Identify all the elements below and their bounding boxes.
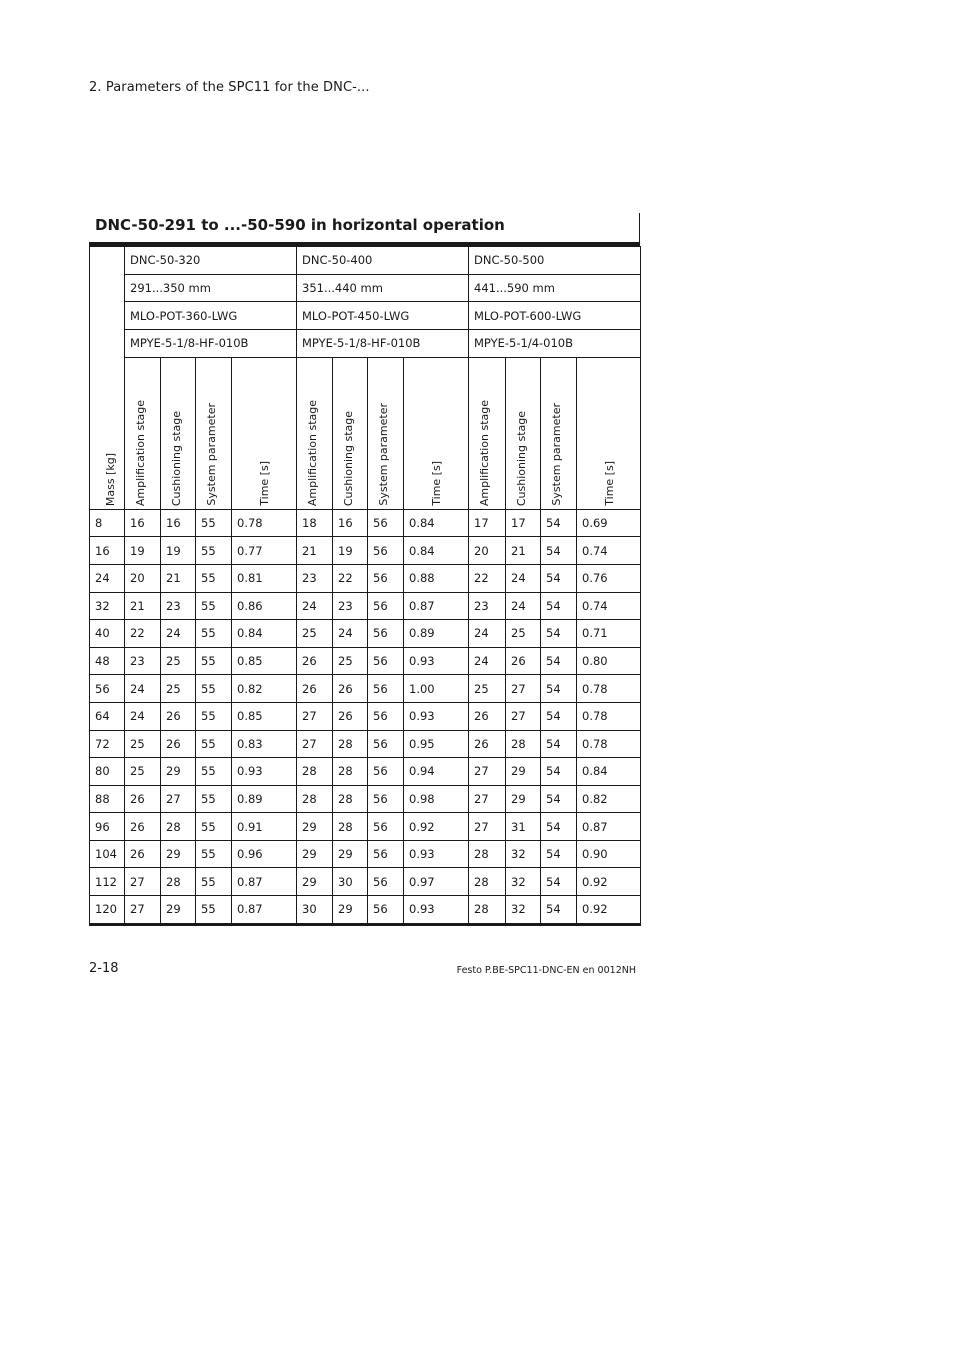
value-cell: 0.84 [232, 620, 297, 648]
value-cell: 21 [506, 537, 541, 565]
value-cell: 0.82 [577, 785, 641, 813]
value-cell: 55 [196, 647, 232, 675]
value-cell: 27 [297, 730, 333, 758]
page-number: 2-18 [89, 961, 119, 976]
table-title: DNC-50-291 to ...-50-590 in horizontal operation [89, 213, 640, 246]
table-row [90, 868, 641, 896]
stroke-range-cell: 351...440 mm [297, 274, 469, 302]
value-cell: 29 [506, 758, 541, 786]
value-cell: 26 [125, 840, 161, 868]
value-cell: 55 [196, 730, 232, 758]
value-cell: 0.82 [232, 675, 297, 703]
value-cell: 25 [469, 675, 506, 703]
table-row [90, 620, 641, 648]
value-cell: 54 [541, 564, 577, 592]
value-cell: 24 [506, 564, 541, 592]
value-cell: 23 [125, 647, 161, 675]
time-header: Time [s] [577, 357, 641, 509]
value-cell: 26 [161, 730, 196, 758]
value-cell: 22 [333, 564, 368, 592]
value-cell: 0.74 [577, 537, 641, 565]
value-cell: 56 [368, 592, 404, 620]
value-cell: 29 [297, 813, 333, 841]
value-cell: 25 [333, 647, 368, 675]
column-header-row [90, 357, 641, 509]
value-cell: 29 [297, 840, 333, 868]
table-row [90, 813, 641, 841]
value-cell: 26 [161, 702, 196, 730]
system-parameter-header: System parameter [368, 357, 404, 509]
document-reference: Festo P.BE-SPC11-DNC-EN en 0012NH [456, 965, 636, 976]
mass-cell: 104 [90, 840, 125, 868]
mass-cell: 56 [90, 675, 125, 703]
value-cell: 0.78 [577, 702, 641, 730]
stroke-range-row [90, 274, 641, 302]
value-cell: 0.87 [232, 868, 297, 896]
value-cell: 25 [161, 647, 196, 675]
value-cell: 54 [541, 813, 577, 841]
mass-cell: 112 [90, 868, 125, 896]
mass-cell: 80 [90, 758, 125, 786]
value-cell: 25 [297, 620, 333, 648]
value-cell: 0.88 [404, 564, 469, 592]
stroke-range-cell: 291...350 mm [125, 274, 297, 302]
value-cell: 54 [541, 730, 577, 758]
value-cell: 29 [333, 840, 368, 868]
stroke-range-cell: 441...590 mm [469, 274, 641, 302]
value-cell: 55 [196, 840, 232, 868]
value-cell: 0.85 [232, 702, 297, 730]
value-cell: 23 [469, 592, 506, 620]
mass-cell: 40 [90, 620, 125, 648]
value-cell: 28 [161, 868, 196, 896]
value-cell: 0.93 [404, 840, 469, 868]
value-cell: 25 [125, 758, 161, 786]
table-row [90, 840, 641, 868]
value-cell: 32 [506, 868, 541, 896]
value-cell: 27 [469, 758, 506, 786]
value-cell: 0.93 [404, 647, 469, 675]
value-cell: 54 [541, 647, 577, 675]
value-cell: 26 [125, 813, 161, 841]
potentiometer-row [90, 302, 641, 330]
value-cell: 54 [541, 785, 577, 813]
value-cell: 0.84 [404, 509, 469, 537]
cushioning-header: Cushioning stage [333, 357, 368, 509]
table-row [90, 592, 641, 620]
value-cell: 1.00 [404, 675, 469, 703]
value-cell: 26 [297, 675, 333, 703]
value-cell: 0.83 [232, 730, 297, 758]
value-cell: 55 [196, 813, 232, 841]
valve-cell: MPYE-5-1/4-010B [469, 330, 641, 358]
value-cell: 18 [297, 509, 333, 537]
value-cell: 26 [506, 647, 541, 675]
value-cell: 27 [297, 702, 333, 730]
value-cell: 0.93 [404, 896, 469, 925]
table-row [90, 509, 641, 537]
value-cell: 56 [368, 868, 404, 896]
value-cell: 55 [196, 758, 232, 786]
value-cell: 55 [196, 592, 232, 620]
value-cell: 0.87 [232, 896, 297, 925]
value-cell: 24 [506, 592, 541, 620]
value-cell: 20 [469, 537, 506, 565]
value-cell: 28 [506, 730, 541, 758]
value-cell: 0.86 [232, 592, 297, 620]
value-cell: 24 [125, 675, 161, 703]
value-cell: 16 [161, 509, 196, 537]
value-cell: 0.84 [404, 537, 469, 565]
table-row [90, 564, 641, 592]
mass-cell: 24 [90, 564, 125, 592]
value-cell: 21 [161, 564, 196, 592]
value-cell: 27 [506, 675, 541, 703]
value-cell: 0.93 [404, 702, 469, 730]
table-row [90, 647, 641, 675]
value-cell: 0.71 [577, 620, 641, 648]
value-cell: 26 [333, 702, 368, 730]
value-cell: 20 [125, 564, 161, 592]
mass-cell: 96 [90, 813, 125, 841]
value-cell: 55 [196, 509, 232, 537]
value-cell: 26 [333, 675, 368, 703]
value-cell: 25 [125, 730, 161, 758]
value-cell: 0.92 [404, 813, 469, 841]
value-cell: 54 [541, 868, 577, 896]
value-cell: 29 [297, 868, 333, 896]
value-cell: 28 [469, 868, 506, 896]
value-cell: 27 [125, 868, 161, 896]
mass-cell: 88 [90, 785, 125, 813]
table-body [90, 247, 641, 925]
value-cell: 56 [368, 813, 404, 841]
value-cell: 0.76 [577, 564, 641, 592]
value-cell: 26 [469, 702, 506, 730]
value-cell: 54 [541, 592, 577, 620]
value-cell: 29 [161, 896, 196, 925]
value-cell: 28 [333, 813, 368, 841]
cylinder-row [90, 247, 641, 275]
value-cell: 29 [333, 896, 368, 925]
value-cell: 28 [469, 896, 506, 925]
value-cell: 26 [125, 785, 161, 813]
value-cell: 56 [368, 564, 404, 592]
mass-cell: 32 [90, 592, 125, 620]
value-cell: 23 [297, 564, 333, 592]
potentiometer-cell: MLO-POT-450-LWG [297, 302, 469, 330]
value-cell: 29 [161, 758, 196, 786]
value-cell: 16 [125, 509, 161, 537]
value-cell: 0.92 [577, 896, 641, 925]
value-cell: 0.98 [404, 785, 469, 813]
mass-cell: 120 [90, 896, 125, 925]
value-cell: 0.89 [404, 620, 469, 648]
amplification-header: Amplification stage [469, 357, 506, 509]
value-cell: 24 [469, 647, 506, 675]
value-cell: 55 [196, 868, 232, 896]
value-cell: 28 [469, 840, 506, 868]
value-cell: 54 [541, 675, 577, 703]
valve-cell: MPYE-5-1/8-HF-010B [125, 330, 297, 358]
value-cell: 17 [506, 509, 541, 537]
amplification-header: Amplification stage [297, 357, 333, 509]
value-cell: 0.91 [232, 813, 297, 841]
value-cell: 55 [196, 702, 232, 730]
value-cell: 30 [333, 868, 368, 896]
value-cell: 21 [125, 592, 161, 620]
value-cell: 56 [368, 840, 404, 868]
value-cell: 0.87 [404, 592, 469, 620]
value-cell: 56 [368, 675, 404, 703]
value-cell: 31 [506, 813, 541, 841]
table-row [90, 896, 641, 925]
value-cell: 28 [297, 785, 333, 813]
value-cell: 54 [541, 702, 577, 730]
value-cell: 28 [161, 813, 196, 841]
parameter-table-section [89, 213, 640, 926]
value-cell: 26 [297, 647, 333, 675]
value-cell: 27 [506, 702, 541, 730]
mass-cell: 48 [90, 647, 125, 675]
value-cell: 23 [333, 592, 368, 620]
value-cell: 0.74 [577, 592, 641, 620]
value-cell: 32 [506, 896, 541, 925]
value-cell: 55 [196, 537, 232, 565]
value-cell: 54 [541, 509, 577, 537]
system-parameter-header: System parameter [541, 357, 577, 509]
value-cell: 0.77 [232, 537, 297, 565]
value-cell: 0.96 [232, 840, 297, 868]
value-cell: 29 [161, 840, 196, 868]
potentiometer-cell: MLO-POT-360-LWG [125, 302, 297, 330]
value-cell: 0.87 [577, 813, 641, 841]
table-row [90, 702, 641, 730]
value-cell: 0.78 [232, 509, 297, 537]
value-cell: 56 [368, 758, 404, 786]
value-cell: 28 [333, 758, 368, 786]
valve-row [90, 330, 641, 358]
value-cell: 27 [469, 785, 506, 813]
value-cell: 54 [541, 758, 577, 786]
value-cell: 27 [125, 896, 161, 925]
value-cell: 56 [368, 647, 404, 675]
value-cell: 19 [161, 537, 196, 565]
value-cell: 0.80 [577, 647, 641, 675]
value-cell: 55 [196, 896, 232, 925]
amplification-header: Amplification stage [125, 357, 161, 509]
value-cell: 28 [297, 758, 333, 786]
value-cell: 0.97 [404, 868, 469, 896]
value-cell: 0.69 [577, 509, 641, 537]
value-cell: 17 [469, 509, 506, 537]
value-cell: 24 [125, 702, 161, 730]
table-row [90, 675, 641, 703]
value-cell: 27 [469, 813, 506, 841]
system-parameter-header: System parameter [196, 357, 232, 509]
value-cell: 0.78 [577, 730, 641, 758]
value-cell: 24 [161, 620, 196, 648]
value-cell: 0.93 [232, 758, 297, 786]
running-header: 2. Parameters of the SPC11 for the DNC-... [89, 80, 370, 95]
value-cell: 56 [368, 537, 404, 565]
value-cell: 24 [297, 592, 333, 620]
cylinder-cell: DNC-50-400 [297, 247, 469, 275]
value-cell: 26 [469, 730, 506, 758]
value-cell: 54 [541, 620, 577, 648]
time-header: Time [s] [232, 357, 297, 509]
cylinder-cell: DNC-50-500 [469, 247, 641, 275]
value-cell: 0.90 [577, 840, 641, 868]
value-cell: 55 [196, 785, 232, 813]
value-cell: 55 [196, 564, 232, 592]
value-cell: 54 [541, 840, 577, 868]
valve-cell: MPYE-5-1/8-HF-010B [297, 330, 469, 358]
table-row [90, 730, 641, 758]
value-cell: 22 [125, 620, 161, 648]
value-cell: 19 [333, 537, 368, 565]
value-cell: 0.85 [232, 647, 297, 675]
value-cell: 30 [297, 896, 333, 925]
cushioning-header: Cushioning stage [161, 357, 196, 509]
cushioning-header: Cushioning stage [506, 357, 541, 509]
cylinder-cell: DNC-50-320 [125, 247, 297, 275]
parameter-table [89, 246, 641, 926]
value-cell: 28 [333, 730, 368, 758]
value-cell: 55 [196, 620, 232, 648]
value-cell: 54 [541, 896, 577, 925]
value-cell: 28 [333, 785, 368, 813]
time-header: Time [s] [404, 357, 469, 509]
value-cell: 24 [333, 620, 368, 648]
mass-cell: 72 [90, 730, 125, 758]
value-cell: 24 [469, 620, 506, 648]
value-cell: 0.94 [404, 758, 469, 786]
value-cell: 56 [368, 620, 404, 648]
mass-cell: 8 [90, 509, 125, 537]
value-cell: 29 [506, 785, 541, 813]
value-cell: 0.81 [232, 564, 297, 592]
value-cell: 0.84 [577, 758, 641, 786]
value-cell: 21 [297, 537, 333, 565]
value-cell: 0.89 [232, 785, 297, 813]
table-row [90, 537, 641, 565]
value-cell: 23 [161, 592, 196, 620]
value-cell: 56 [368, 702, 404, 730]
value-cell: 56 [368, 785, 404, 813]
table-row [90, 758, 641, 786]
value-cell: 25 [161, 675, 196, 703]
mass-cell: 64 [90, 702, 125, 730]
value-cell: 0.92 [577, 868, 641, 896]
value-cell: 55 [196, 675, 232, 703]
value-cell: 16 [333, 509, 368, 537]
table-row [90, 785, 641, 813]
value-cell: 27 [161, 785, 196, 813]
value-cell: 25 [506, 620, 541, 648]
value-cell: 22 [469, 564, 506, 592]
mass-cell: 16 [90, 537, 125, 565]
value-cell: 56 [368, 509, 404, 537]
value-cell: 56 [368, 730, 404, 758]
value-cell: 54 [541, 537, 577, 565]
value-cell: 0.95 [404, 730, 469, 758]
potentiometer-cell: MLO-POT-600-LWG [469, 302, 641, 330]
mass-header: Mass [kg] [90, 247, 125, 510]
value-cell: 56 [368, 896, 404, 925]
value-cell: 19 [125, 537, 161, 565]
value-cell: 32 [506, 840, 541, 868]
value-cell: 0.78 [577, 675, 641, 703]
